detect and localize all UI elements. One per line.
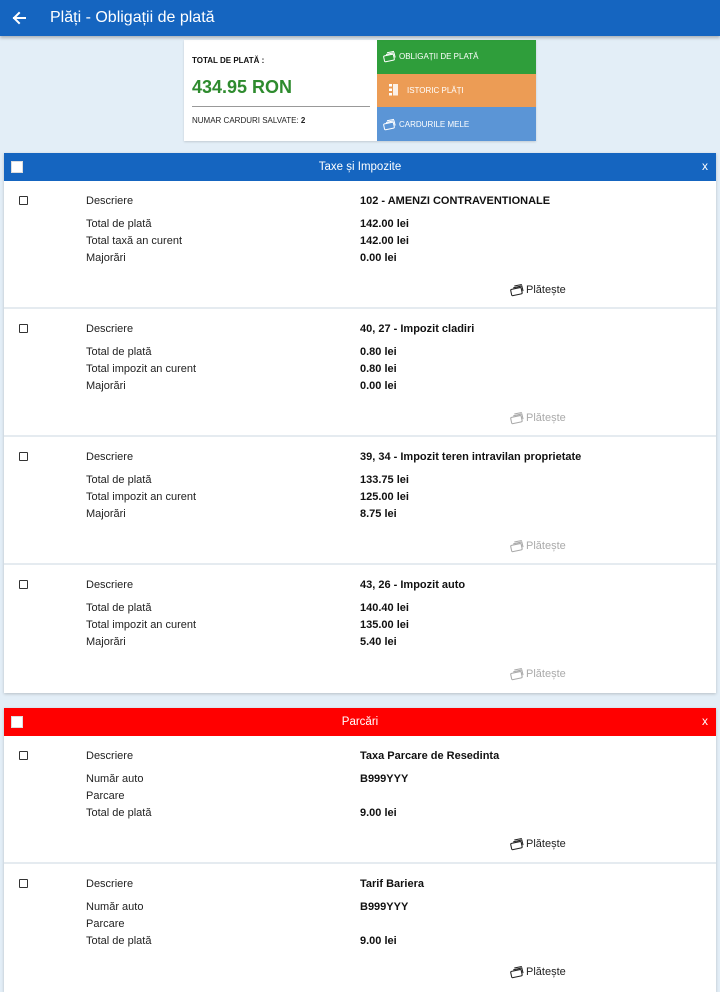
cards-icon [383, 119, 397, 130]
pay-button[interactable] [510, 966, 566, 978]
cards-icon [510, 284, 525, 296]
saved-cards-label: NUMAR CARDURI SALVATE: [192, 116, 299, 125]
nav-obligatii-button[interactable] [377, 40, 536, 74]
row-label: Parcare [86, 918, 125, 930]
obligation-item [4, 437, 716, 565]
row-label: Total de plată [86, 218, 152, 230]
item-checkbox[interactable] [19, 879, 28, 888]
back-button[interactable] [0, 0, 38, 36]
row-label: Total de plată [86, 602, 152, 614]
list-icon [387, 84, 403, 96]
row-value: 39, 34 - Impozit teren intravilan proprietate [360, 451, 582, 463]
select-all-checkbox[interactable] [11, 161, 23, 173]
section-header [4, 153, 716, 181]
row-value: 140.40 lei [360, 602, 409, 614]
row-value: B999YYY [360, 773, 409, 785]
pay-button[interactable] [510, 412, 566, 424]
section-title: Taxe și Impozite [318, 161, 402, 173]
row-value: Taxa Parcare de Resedinta [360, 750, 500, 762]
close-icon[interactable]: x [702, 714, 708, 728]
row-value: Tarif Bariera [360, 878, 424, 890]
pay-label: Plătește [526, 540, 566, 552]
row-label: Număr auto [86, 901, 144, 913]
row-label: Total de plată [86, 935, 152, 947]
row-label: Total impozit an curent [86, 363, 197, 375]
nav-istoric-label: ISTORIC PLĂȚI [407, 85, 464, 95]
row-label: Descriere [86, 451, 134, 463]
row-value: 9.00 lei [360, 807, 397, 819]
item-checkbox[interactable] [19, 751, 28, 760]
cards-icon [510, 540, 525, 552]
total-amount: 434.95 RON [192, 77, 293, 97]
nav-istoric-button[interactable] [377, 74, 536, 108]
row-label: Majorări [86, 252, 126, 264]
row-label: Descriere [86, 878, 134, 890]
section-parcari [4, 708, 716, 992]
obligation-item [4, 181, 716, 309]
cards-icon [510, 668, 525, 680]
row-label: Număr auto [86, 773, 144, 785]
row-value: 0.80 lei [360, 363, 397, 375]
pay-button[interactable] [510, 668, 566, 680]
row-value: 142.00 lei [360, 235, 409, 247]
arrow-left-icon [11, 10, 27, 26]
row-value: 135.00 lei [360, 619, 409, 631]
app-bar [0, 0, 720, 36]
row-label: Total de plată [86, 346, 152, 358]
pay-label: Plătește [526, 966, 566, 978]
cards-icon [383, 51, 397, 62]
row-label: Total taxă an curent [86, 235, 183, 247]
row-value: 40, 27 - Impozit cladiri [360, 323, 475, 335]
pay-label: Plătește [526, 668, 566, 680]
row-label: Total de plată [86, 807, 152, 819]
item-checkbox[interactable] [19, 580, 28, 589]
row-value: 0.00 lei [360, 252, 397, 264]
row-value: 142.00 lei [360, 218, 409, 230]
pay-label: Plătește [526, 284, 566, 296]
row-label: Descriere [86, 323, 134, 335]
pay-button[interactable] [510, 284, 566, 296]
obligation-item [4, 309, 716, 437]
section-taxe-impozite [4, 153, 716, 693]
pay-label: Plătește [526, 838, 566, 850]
obligation-item [4, 565, 716, 693]
nav-obligatii-label: OBLIGAȚII DE PLATĂ [399, 52, 479, 62]
close-icon[interactable]: x [702, 159, 708, 173]
item-checkbox[interactable] [19, 196, 28, 205]
row-value: 0.00 lei [360, 380, 397, 392]
row-label: Majorări [86, 380, 126, 392]
row-value: 8.75 lei [360, 508, 397, 520]
item-checkbox[interactable] [19, 452, 28, 461]
section-header [4, 708, 716, 736]
payment-summary-card [184, 40, 536, 141]
cards-icon [510, 966, 525, 978]
total-label: TOTAL DE PLATĂ : [192, 56, 265, 65]
row-label: Descriere [86, 750, 134, 762]
obligation-item [4, 864, 716, 992]
row-label: Total impozit an curent [86, 491, 197, 503]
row-label: Parcare [86, 790, 125, 802]
item-checkbox[interactable] [19, 324, 28, 333]
row-value: 9.00 lei [360, 935, 397, 947]
saved-cards-info [192, 116, 305, 125]
row-value: 0.80 lei [360, 346, 397, 358]
divider [192, 106, 370, 107]
row-label: Total de plată [86, 474, 152, 486]
row-value: B999YYY [360, 901, 409, 913]
nav-carduri-label: CARDURILE MELE [399, 119, 470, 129]
row-value: 125.00 lei [360, 491, 409, 503]
row-label: Total impozit an curent [86, 619, 197, 631]
pay-button[interactable] [510, 838, 566, 850]
row-label: Majorări [86, 508, 126, 520]
row-label: Majorări [86, 636, 126, 648]
obligation-item [4, 736, 716, 864]
nav-carduri-button[interactable] [377, 107, 536, 141]
section-title: Parcări [341, 716, 379, 728]
pay-button[interactable] [510, 540, 566, 552]
row-value: 133.75 lei [360, 474, 409, 486]
pay-label: Plătește [526, 412, 566, 424]
select-all-checkbox[interactable] [11, 716, 23, 728]
saved-cards-count: 2 [300, 116, 306, 125]
row-value: 102 - AMENZI CONTRAVENTIONALE [360, 195, 551, 207]
row-value: 5.40 lei [360, 636, 397, 648]
cards-icon [510, 412, 525, 424]
page-title: Plăți - Obligații de plată [50, 9, 215, 26]
row-label: Descriere [86, 579, 134, 591]
row-value: 43, 26 - Impozit auto [360, 579, 466, 591]
row-label: Descriere [86, 195, 134, 207]
cards-icon [510, 838, 525, 850]
